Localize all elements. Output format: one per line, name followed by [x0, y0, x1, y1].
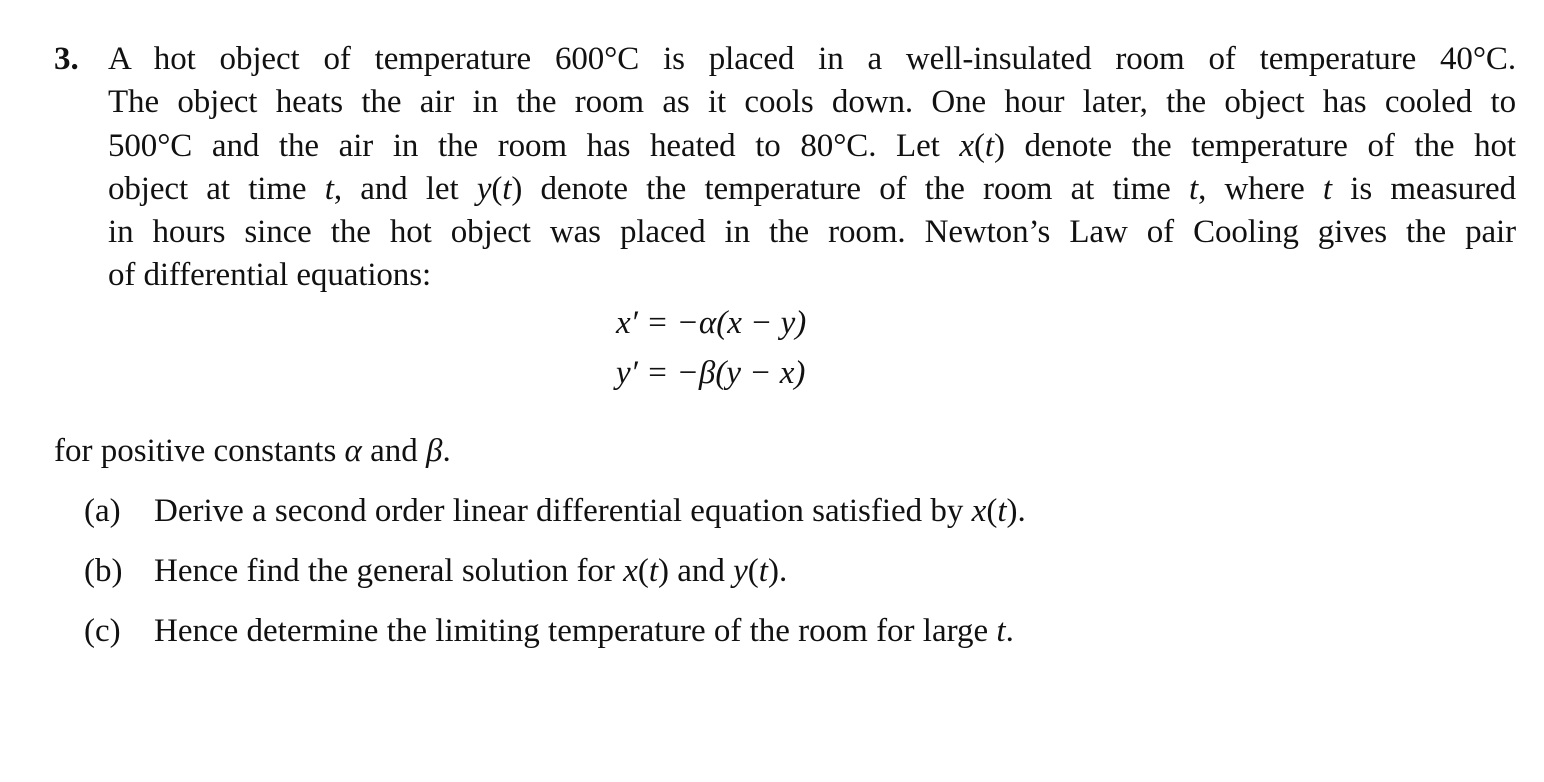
statement-line-5: in hours since the hot object was placed in the room. Newton’s Law of Cooling gives the pair	[108, 214, 1516, 251]
subquestion-label: (a)	[84, 493, 121, 529]
subquestion-b	[84, 550, 788, 610]
problem-statement	[108, 38, 1516, 298]
subquestion-label: (b)	[84, 553, 123, 589]
equation-x: x′ = −α(x − y)	[616, 305, 807, 341]
subquestion-a	[84, 490, 1026, 550]
subquestions	[84, 490, 1026, 670]
statement-line-6: of differential equations:	[108, 257, 432, 294]
statement-line-4: object at time t, and let y(t) denote the temperature of the room at time t, where t is measured	[108, 170, 1516, 207]
problem-number: 3.	[54, 41, 79, 77]
statement-line-1: A hot object of temperature 600°C is placed in a well-insulated room of temperature 40°C.	[108, 41, 1516, 77]
statement-line-2: The object heats the air in the room as it cools down. One hour later, the object has cooled to	[108, 84, 1516, 121]
subquestion-text: Hence determine the limiting temperature of the room for large t.	[154, 613, 1014, 649]
statement-line-3: 500°C and the air in the room has heated to 80°C. Let x(t) denote the temperature of the hot	[108, 127, 1516, 164]
subquestion-text: Derive a second order linear differential equation satisfied by x(t).	[154, 493, 1026, 529]
subquestion-text: Hence find the general solution for x(t) and y(t).	[154, 553, 788, 589]
constants-note: for positive constants α and β.	[54, 433, 451, 469]
subquestion-c	[84, 610, 1014, 670]
subquestion-label: (c)	[84, 613, 121, 649]
equation-y: y′ = −β(y − x)	[616, 355, 806, 391]
equation-system	[616, 298, 806, 398]
